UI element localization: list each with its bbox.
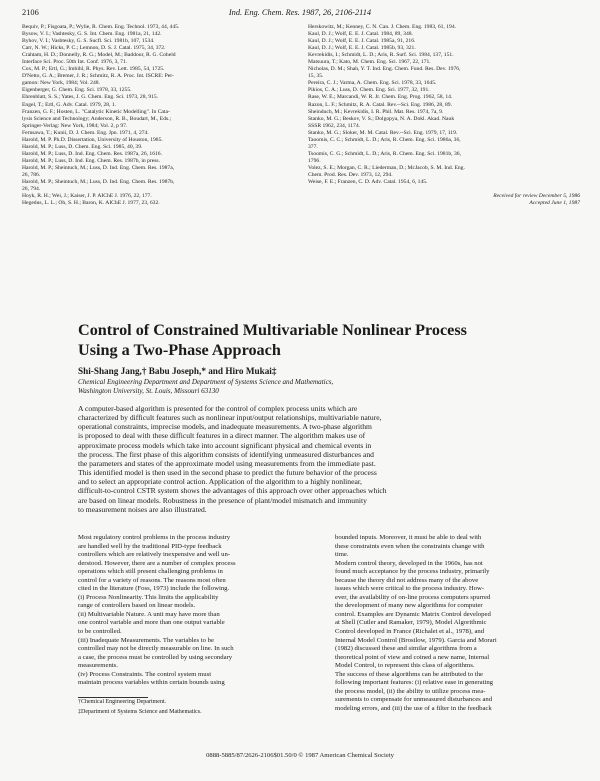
body-line: are handled well by the traditional PID-type feedback (78, 542, 222, 550)
body-line: following important features: (i) relative ease in generating (335, 679, 494, 687)
abstract-line: difficult-to-control CSTR system shows the advantages of this approach over other approaches which (78, 486, 387, 496)
reference-entry: Tsoomis, C. G.; Schmidt, L. D.; Aris, R. Chem. Eng. Sci. 1981b, 36, (308, 150, 461, 157)
body-line: control. Examples are Dynamic Matrix Control developed (335, 610, 491, 618)
reference-entry: Eigenberger, G. Chem. Eng. Sci. 1978, 33, 1255. (22, 87, 132, 94)
abstract-line: A computer-based algorithm is presented for the control of complex process units which are (78, 404, 358, 413)
body-line: controlled may not be directly measurable on line. In such (78, 645, 234, 653)
reference-entry: Stanko, M. G.; Sloker, M. M. Catal. Rev.--Sci. Eng. 1979, 17, 119. (308, 129, 458, 136)
journal-citation: Ind. Eng. Chem. Res. 1987, 26, 2106-2114 (228, 8, 372, 17)
body-line: (iii) Inadequate Measurements. The variables to be (78, 636, 214, 644)
reference-entry: Harold, M. P.; Luss, D. Ind. Eng. Chem. Res. 1987b, in press. (22, 157, 160, 164)
reference-entry: Carr, N. W.; Hicks, P. C.; Lemnon, D. S. J. Catal. 1975, 34, 372. (22, 45, 166, 52)
reference-entry: Kaul, D. J.; Wolf, E. E. J. Catal. 1985b, 93, 321. (308, 45, 416, 52)
body-line: control for a variety of reasons. The reasons most often (78, 576, 226, 584)
page-number: 2106 (22, 8, 39, 17)
references-left-column (22, 24, 294, 207)
reference-entry: Nicholas, D. M.; Shah, Y. T. Ind. Eng. Chem. Fund. Res. Dev. 1976, (308, 66, 461, 73)
abstract (78, 404, 584, 514)
body-line: Most regulatory control problems in the process industry (78, 534, 231, 541)
reference-entry: 26, 794. (22, 186, 41, 193)
body-line: (i) Process Nonlinearity. This limits the applicability (78, 593, 219, 601)
body-line: to be controlled. (78, 628, 122, 636)
affiliation-line-2: Washington University, St. Louis, Missouri 63130 (78, 386, 219, 395)
body-line: measurements. (78, 662, 118, 670)
reference-entry: Harold, M. P.; Luss, D. Chem. Eng. Sci. 1985, 40, 39. (22, 143, 143, 150)
abstract-line: This identified model is then used in the second phase to predict the future behavior of the process (78, 468, 377, 478)
body-line: because the theory did not address many of the above (335, 576, 479, 584)
reference-entry: Kevrekidis, I.; Schmidt, L. D.; Aris, R. Surf. Sci. 1984, 137, 151. (308, 52, 454, 59)
body-line: issues which were critical to the process industry. How- (335, 585, 485, 593)
body-line: Internal Model Control (Brosilow, 1979). Garcia and Morari (335, 636, 497, 644)
affiliation-line-1: Chemical Engineering Department and Department of Systems Science and Mathematics, (78, 378, 334, 386)
reference-entry: Byhov, V. I.; Vasbtesky, G. S. Sucfl. Sci. 1981b, 107, 1534. (22, 38, 155, 45)
reference-entry: Crahtam, H. D.; Donnelly, R. G.; Model, M.; Baddour, R. G. Coheld (22, 52, 176, 59)
reference-entry: Bysow, V. I.; Vashtesky, G. S. Int. Chem. Eng. 1981a, 21, 142. (22, 31, 162, 38)
footnote-systems-science: ‡Department of Systems Science and Mathematics. (78, 709, 202, 715)
body-text-right-column (335, 534, 585, 713)
reference-entry: Hoyk, R. H.; Wei, J.; Kaiser, J. P. AIChE J. 1976, 22, 177. (22, 193, 152, 200)
reference-entry: Kaul, D. J.; Wolf, E. E. J. Catal. 1985a, 91, 216. (308, 38, 416, 45)
body-line: ever, the availability of on-line process computers spurred (335, 593, 491, 601)
body-line: the process model, (ii) the ability to utilize process mea- (335, 687, 486, 695)
reference-entry: SSSR 1962, 234, 1174. (308, 122, 361, 129)
body-line: (1982) discussed these and similar algorithms from a (335, 645, 477, 653)
abstract-line: are based on linear models. Robustness in the presence of plant/model mismatch and immunity (78, 495, 367, 505)
abstract-line: the parameters and states of the approximate model using measurements from the immediate past. (78, 458, 376, 468)
reference-entry: 377. (308, 143, 318, 150)
reference-entry: Pereira, C. J.; Varma, A. Chem. Eng. Sci. 1978, 33, 1645. (308, 80, 437, 87)
reference-entry: Harold, M. P.; Luss, D. Ind. Eng. Chem. Res. 1987a, 26, 1616. (22, 150, 162, 157)
author-affiliation (78, 378, 333, 395)
reference-entry: Herskowitz, M.; Kenney, C. N. Can. J. Chem. Eng. 1983, 61, 194. (308, 24, 457, 30)
reference-entry: 15, 35. (308, 73, 324, 80)
running-header (22, 8, 578, 20)
abstract-line: the process. The first phase of this algorithm consists of identifying unmeasured disturbances and (78, 449, 374, 459)
footnote-chemical-engineering: †Chemical Engineering Department. (78, 699, 167, 705)
reference-entry: 1796. (308, 157, 321, 164)
body-line: Modern control theory, developed in the 1960s, has not (335, 559, 483, 567)
reference-entry: Chem. Prod. Res. Dev. 1973, 12, 294. (308, 171, 393, 178)
abstract-line: to measurement noises are also illustrated. (78, 504, 207, 514)
reference-entry: Razon, L. F.; Schmitz, R. A. Catal. Rev.--Sci. Eng. 1986, 28, 89. (308, 101, 452, 108)
reference-entry: Harold, M. P. Ph.D. Dissertation, University of Houston, 1985. (22, 136, 163, 143)
body-text-left-column (78, 534, 324, 688)
reference-entry: Ehrenblatt, S. S.; Yates, J. G. Chem. Eng. Sci. 1973, 28, 915. (22, 94, 159, 101)
body-line: time. (335, 551, 349, 559)
reference-entry: 26, 786. (22, 171, 41, 178)
reference-entry: Interface Sci. Proc. 50th Int. Conf. 1976, 3, 71. (22, 59, 128, 66)
reference-entry: gamon: New York, 1984; Vol. 248. (22, 80, 100, 87)
body-line: The success of these algorithms can be attributed to the (335, 670, 484, 678)
body-line: Model Control, to represent this class of algorithms. (335, 662, 475, 670)
body-line: theoretical point of view and coined a new name, Internal (335, 653, 490, 661)
body-line: bounded inputs. Moreover, it must be able to deal with (335, 534, 482, 541)
body-line: at Shell (Cutler and Ramaker, 1979), Model Algorithmic (335, 619, 487, 627)
abstract-line: characterized by difficult features such as nonlinear input/output relationships, multivariable nature, (78, 413, 382, 423)
abstract-line: and to select an appropriate control action. Application of the algorithm to a highly nonlinear, (78, 477, 362, 487)
reference-entry (308, 186, 580, 193)
reference-entry: lysis Science and Technology; Anderson, R. B., Boudart, M., Eds.; (22, 115, 172, 122)
reference-entry: Hegedus, L. L.; Oh, S. H.; Baron, K. AIChE J. 1977, 23, 632. (22, 200, 160, 207)
copyright-footer: 0888-5885/87/2626-2106$01.50/0 © 1987 American Chemical Society (206, 752, 394, 759)
body-line: cited in the literature (Foss, 1973) include the following. (78, 585, 230, 593)
reference-entry: Rase, W. E.; Marcandi, W. R. Jr. Chem. Eng. Prog. 1962, 58, 14. (308, 94, 453, 101)
reference-entry: Cox, M. P.; Ertl, G.; Imbihl, R. Phys. Rev. Lett. 1985, 54, 1725. (22, 66, 165, 73)
body-line: these constraints even when the constraints change with (335, 542, 485, 550)
reference-entry: Engel, T.; Ertl, G. Adv. Catal. 1979, 28, 1. (22, 101, 117, 108)
reference-entry: D'Netto, G. A.; Bremer, J. R.; Schmitz, R. A. Proc. Int. ISCRE: Per- (22, 73, 174, 80)
reference-entry: Received for review December 5, 1986 (493, 193, 580, 200)
reference-entry: Weise, F. E.; Franzen, C. D. Adv. Catal. 1954, 6, 145. (308, 179, 428, 186)
body-line: derstood. However, there are a number of complex process (78, 559, 236, 567)
reference-entry: Fernsawa, T.; Kunii, D. J. Chem. Eng. Jpn. 1971, 4, 274. (22, 129, 149, 136)
reference-entry: Accepted June 1, 1987 (529, 200, 580, 207)
body-line: controllers which are relatively inexpensive and well un- (78, 551, 231, 559)
body-line: operations which still present challenging problems in (78, 568, 223, 576)
body-line: maintain process variables within certain bounds using (78, 679, 225, 687)
body-line: one control variable and more than one output variable (78, 619, 225, 627)
body-line: surements to compensate for unmeasured disturbances and (335, 696, 493, 704)
reference-entry: Volez, S. E.; Morgan, C. R.; Liederman, D.; McJacob, S. M. Ind. Eng. (308, 164, 465, 171)
reference-entry: Stanko, M. G.; Beskov, V. S.; Dolgopya, N. A. Dokl. Akad. Nauk (308, 115, 455, 122)
body-line: Control developed in France (Richalet et al., 1978), and (335, 628, 485, 636)
body-line: the development of many new algorithms for computer (335, 602, 483, 610)
body-line: found much acceptance by the process industry, primarily (335, 568, 490, 576)
reference-entry: Harold, M. P.; Sheintuch, M.; Luss, D. Ind. Eng. Chem. Res. 1987b, (22, 179, 175, 186)
abstract-line: operational constraints, imprecise models, and inadequate measurements. A two-phase algorithm (78, 422, 372, 432)
body-line: (ii) Multivariable Nature. A unit may have more than (78, 610, 220, 618)
body-line: (iv) Process Constraints. The control system must (78, 670, 212, 678)
body-line: range of controllers based on linear models. (78, 602, 196, 610)
reference-entry: Taoomis, C. C.; Schmidt, L. D.; Aris, R. Chem. Eng. Sci. 1986a, 36, (308, 136, 461, 143)
author-list: Shi-Shang Jang,† Babu Joseph,* and Hiro Mukai‡ (78, 366, 277, 376)
title-line-1: Control of Constrained Multivariable Nonlinear Process (78, 321, 467, 339)
reference-entry: Matsuura, T.; Kato, M. Chem. Eng. Sci. 1967, 22, 171. (308, 59, 431, 66)
reference-entry: Harold, M. P.; Sheintuch, M.; Luss, D. Ind. Eng. Chem. Res. 1987a, (22, 164, 175, 171)
references-right-column (308, 24, 580, 207)
reference-entry: Franzen, G. F.; Hosten, L. "Catalytic Kinetic Modelling". In Cata- (22, 108, 170, 115)
body-line: modeling errors, and (iii) the use of a filter in the feedback (335, 704, 492, 712)
reference-entry: Kaul, D. J.; Wolf, E. E. J. Catal. 1984, 89, 348. (308, 31, 413, 38)
article-title (78, 320, 578, 360)
footnote-rule (78, 697, 148, 698)
body-line: a case, the process must be controlled by using secondary (78, 653, 233, 661)
reference-entry: Sheinduch, M.; Kevrekidis, I. R. Phil. Mat. Res. 1974, 7a, 9. (308, 108, 444, 115)
abstract-line: approximate process models which take into account significant physical and chemical events in (78, 440, 372, 450)
reference-entry: Springer-Verlag: New York, 1984; Vol. 2, p 97. (22, 122, 128, 129)
abstract-line: is proposed to deal with these difficult features in a direct manner. The algorithm makes use of (78, 431, 366, 441)
title-line-2: Using a Two-Phase Approach (78, 341, 281, 359)
reference-entry: Pikios, C. A.; Luss, D. Chem. Eng. Sci. 1977, 32, 191. (308, 87, 430, 94)
reference-entry: Bequiv, P.; Fisgoata, P.; Wylie, R. Chem. Eng. Technol. 1973, 44, 445. (22, 24, 180, 30)
